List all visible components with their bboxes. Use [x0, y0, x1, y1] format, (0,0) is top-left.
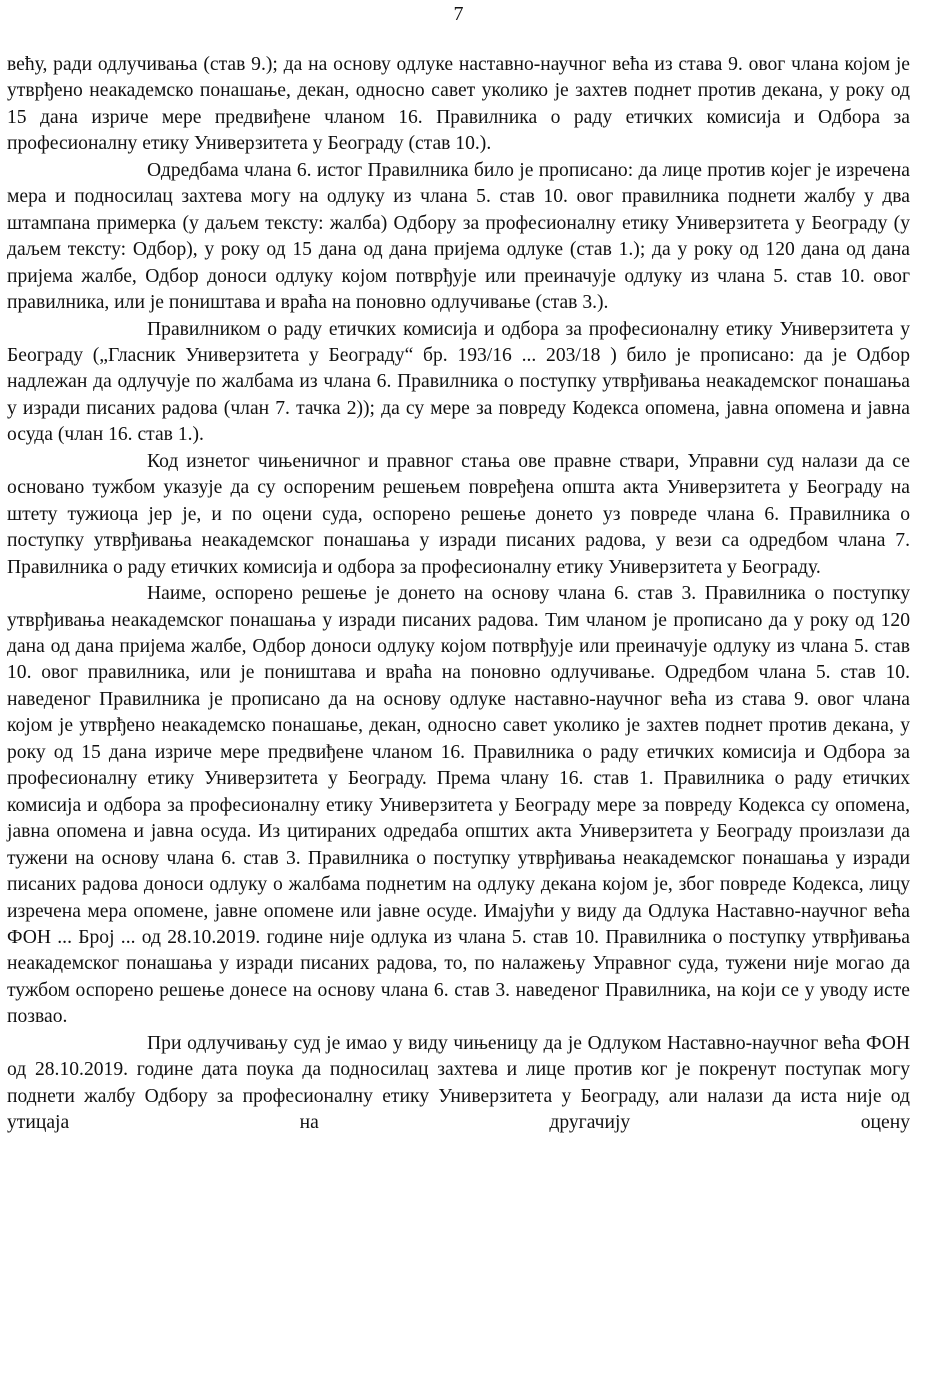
paragraph-5: Наиме, оспорено решење је донето на основу члана 6. став 3. Правилника о поступку утврђивања неакадемског понашања у изради писаних радова. Тим чланом је прописано да у року од 120 дана од дана пријема жалбе, Одбор доноси одлуку којом потврђује или преиначује одлуку из члана 5. став 10. овог правилника, или је поништава и враћа на поновно одлучивање. Одредбом члана 5. став 10. наведеног Правилника је прописано да на основу одлуке наставно-научног већа из става 9. овог члана којом је утврђено неакадемско понашање, декан, односно савет уколико је захтев поднет против декана, у року од 15 дана изриче мере предвиђене чланом 16. Правилника о раду етичких комисија и Одбора за професионалну етику Универзитета у Београду. Према члану 16. став 1. Правилника о раду етичких комисија и одбора за професионалну етику Универзитета у Београду мере за повреду Кодекса су опомена, јавна опомена и јавна осуда. Из цитираних одредаба општих акта Универзитета у Београду произлази да тужени на основу члана 6. став 3. Правилника о поступку утврђивања неакадемског понашања у изради писаних радова доноси одлуку о жалбама поднетим на одлуку декана којом је, због повреде Кодекса, лицу изречена мера опомене, јавне опомене или јавне осуде. Имајући у виду да Одлука Наставно-научног већа ФОН ... Број ... од 28.10.2019. године није одлука из члана 5. став 10. Правилника о поступку утврђивања неакадемског понашања у изради писаних радова, то, по налажењу Управног суда, тужени није могао да тужбом оспорено решење донесе на основу члана 6. став 3. наведеног Правилника, на који се у уводу исте позвао.	[7, 583, 910, 1028]
paragraph-4: Код изнетог чињеничног и правног стања ове правне ствари, Управни суд налази да се основано тужбом указује да су оспореним решењем повређена општа акта Универзитета у Београду на штету тужиоца јер је, и по оцени суда, оспорено решење донето уз повреде члана 6. Правилника о поступку утврђивања неакадемског понашања у изради писаних радова, у вези са одредбом члана 7. Правилника о раду етичких комисија и одбора за професионалну етику Универзитета у Београду.	[7, 450, 910, 578]
page-number: 7	[453, 3, 464, 25]
paragraph-6: При одлучивању суд је имао у виду чињеницу да је Одлуком Наставно-научног већа ФОН од 28.10.2019. године дата поука да подносилац захтева и лице против ког је покренут поступак могу поднети жалбу Одбору за професионалну етику Универзитета у Београду, али налази да иста није од утицаја на другачију оцену	[7, 1032, 910, 1134]
paragraph-2: Одредбама члана 6. истог Правилника било је прописано: да лице против којег је изречена мера и подносилац захтева могу на одлуку из члана 5. став 10. овог правилника поднети жалбу у два штампана примерка (у даљем тексту: жалба) Одбору за професионалну етику Универзитета у Београду (у даљем тексту: Одбор), у року од 15 дана од дана пријема одлуке (став 1.); да у року од 120 дана од дана пријема жалбе, Одбор доноси одлуку којом потврђује или преиначује одлуку из члана 5. став 10. овог правилника, или је поништава и враћа на поновно одлучивање (став 3.).	[7, 159, 910, 314]
paragraph-1: већу, ради одлучивања (став 9.); да на основу одлуке наставно-научног већа из става 9. овог члана којом је утврђено неакадемско понашање, декан, односно савет уколико је захтев поднет против декана, у року од 15 дана изриче мере предвиђене чланом 16. Правилника о раду етичких комисија и Одбора за професионалну етику Универзитета у Београду (став 10.).	[7, 54, 910, 155]
paragraph-3: Правилником о раду етичких комисија и одбора за професионалну етику Универзитета у Београду („Гласник Универзитета у Београду“ бр. 193/16 ... 203/18 ) било је прописано: да је Одбор надлежан да одлучује по жалбама из члана 6. Правилника о поступку утврђивања неакадемског понашања у изради писаних радова (члан 7. тачка 2)); да су мере за повреду Кодекса опомена, јавна опомена и јавна осуда (члан 16. став 1.).	[7, 318, 910, 446]
